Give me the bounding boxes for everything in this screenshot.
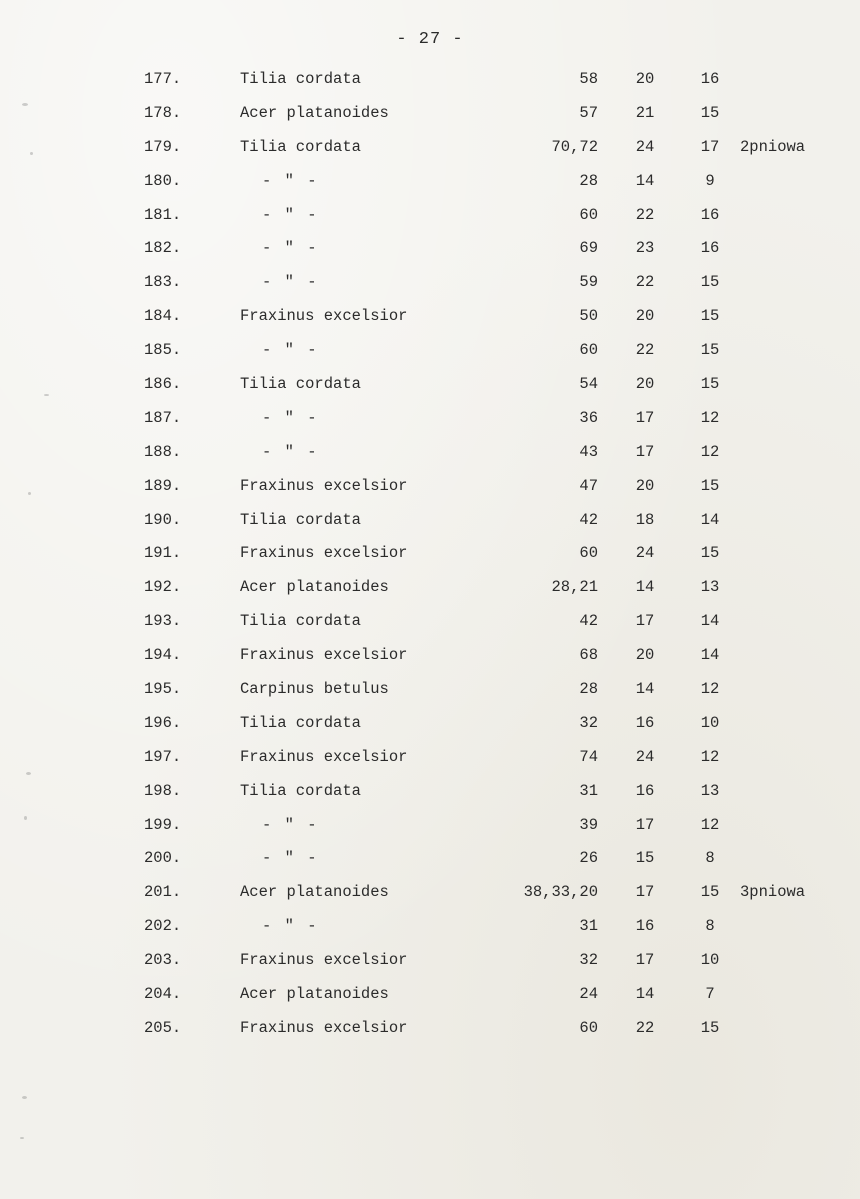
species-name: - " - <box>262 273 319 292</box>
entry-number: 205. <box>144 1018 182 1037</box>
table-row <box>0 337 860 371</box>
table-row <box>0 845 860 879</box>
crown-diameter: 16 <box>700 239 720 258</box>
trunk-circumference: 26 <box>579 849 598 868</box>
crown-diameter: 14 <box>700 510 720 529</box>
entry-number: 186. <box>144 375 182 394</box>
entry-number: 179. <box>144 137 182 156</box>
table-row <box>0 473 860 507</box>
tree-height: 22 <box>635 205 655 224</box>
table-row <box>0 134 860 168</box>
crown-diameter: 8 <box>705 917 715 936</box>
entry-number: 202. <box>144 917 182 936</box>
trunk-circumference: 36 <box>579 408 598 427</box>
tree-height: 20 <box>635 646 655 665</box>
entry-number: 194. <box>144 646 182 665</box>
trunk-circumference: 68 <box>579 646 598 665</box>
trunk-circumference: 60 <box>579 1018 598 1037</box>
trunk-circumference: 47 <box>579 476 598 495</box>
species-name: Tilia cordata <box>240 510 361 529</box>
remark: 2pniowa <box>740 137 806 156</box>
crown-diameter: 12 <box>700 680 720 699</box>
trunk-circumference: 60 <box>579 341 598 360</box>
tree-height: 22 <box>635 273 655 292</box>
tree-height: 17 <box>635 815 655 834</box>
entry-number: 182. <box>144 239 182 258</box>
crown-diameter: 10 <box>700 951 720 970</box>
table-row <box>0 269 860 303</box>
trunk-circumference: 42 <box>579 612 598 631</box>
species-name: Fraxinus excelsior <box>240 307 408 326</box>
page-number: - 27 - <box>396 30 464 49</box>
trunk-circumference: 32 <box>579 713 598 732</box>
trunk-circumference: 31 <box>579 917 598 936</box>
table-row <box>0 1015 860 1049</box>
trunk-circumference: 57 <box>579 103 598 122</box>
crown-diameter: 12 <box>700 442 720 461</box>
tree-height: 14 <box>635 985 655 1004</box>
entry-number: 196. <box>144 713 182 732</box>
crown-diameter: 15 <box>700 544 720 563</box>
crown-diameter: 15 <box>700 883 720 902</box>
scan-speck <box>30 152 33 155</box>
tree-height: 16 <box>635 713 655 732</box>
table-row <box>0 100 860 134</box>
entry-number: 185. <box>144 341 182 360</box>
tree-height: 14 <box>635 171 655 190</box>
trunk-circumference: 74 <box>579 747 598 766</box>
entry-number: 177. <box>144 70 182 88</box>
entry-number: 203. <box>144 951 182 970</box>
tree-height: 22 <box>635 341 655 360</box>
tree-height: 20 <box>635 70 655 88</box>
scan-speck <box>44 394 49 396</box>
entry-number: 198. <box>144 781 182 800</box>
tree-height: 24 <box>635 544 655 563</box>
species-name: Acer platanoides <box>240 985 389 1004</box>
trunk-circumference: 39 <box>579 815 598 834</box>
trunk-circumference: 54 <box>579 375 598 394</box>
crown-diameter: 15 <box>700 307 720 326</box>
entry-number: 195. <box>144 680 182 699</box>
species-name: Fraxinus excelsior <box>240 646 408 665</box>
species-name: - " - <box>262 442 319 461</box>
table-row <box>0 66 860 100</box>
crown-diameter: 14 <box>700 612 720 631</box>
remark: 3pniowa <box>740 883 806 902</box>
species-name: - " - <box>262 341 319 360</box>
trunk-circumference: 69 <box>579 239 598 258</box>
tree-height: 17 <box>635 951 655 970</box>
crown-diameter: 15 <box>700 103 720 122</box>
trunk-circumference: 38,33,20 <box>523 883 598 902</box>
tree-height: 20 <box>635 375 655 394</box>
entry-number: 188. <box>144 442 182 461</box>
trunk-circumference: 70,72 <box>551 137 598 156</box>
tree-height: 24 <box>635 137 655 156</box>
table-row <box>0 608 860 642</box>
scan-speck <box>20 1137 24 1139</box>
tree-height: 14 <box>635 578 655 597</box>
scan-speck <box>24 816 27 820</box>
entry-number: 199. <box>144 815 182 834</box>
tree-height: 16 <box>635 781 655 800</box>
crown-diameter: 14 <box>700 646 720 665</box>
species-name: Fraxinus excelsior <box>240 544 408 563</box>
tree-height: 20 <box>635 476 655 495</box>
species-name: Tilia cordata <box>240 137 361 156</box>
tree-height: 17 <box>635 883 655 902</box>
table-row <box>0 574 860 608</box>
scan-speck <box>26 772 31 775</box>
trunk-circumference: 31 <box>579 781 598 800</box>
crown-diameter: 9 <box>705 171 715 190</box>
crown-diameter: 16 <box>700 70 720 88</box>
scan-speck <box>22 103 28 106</box>
table-row <box>0 303 860 337</box>
entry-number: 180. <box>144 171 182 190</box>
crown-diameter: 15 <box>700 273 720 292</box>
table-row <box>0 371 860 405</box>
crown-diameter: 16 <box>700 205 720 224</box>
tree-height: 17 <box>635 408 655 427</box>
crown-diameter: 15 <box>700 1018 720 1037</box>
table-row <box>0 913 860 947</box>
species-name: - " - <box>262 917 319 936</box>
table-row <box>0 778 860 812</box>
species-name: Fraxinus excelsior <box>240 1018 408 1037</box>
species-name: Tilia cordata <box>240 713 361 732</box>
trunk-circumference: 60 <box>579 205 598 224</box>
entry-number: 187. <box>144 408 182 427</box>
species-name: Acer platanoides <box>240 883 389 902</box>
entry-number: 190. <box>144 510 182 529</box>
trunk-circumference: 60 <box>579 544 598 563</box>
trunk-circumference: 59 <box>579 273 598 292</box>
tree-height: 20 <box>635 307 655 326</box>
tree-height: 17 <box>635 612 655 631</box>
table-row <box>0 981 860 1015</box>
entry-number: 204. <box>144 985 182 1004</box>
entry-number: 183. <box>144 273 182 292</box>
trunk-circumference: 42 <box>579 510 598 529</box>
crown-diameter: 12 <box>700 747 720 766</box>
table-row <box>0 947 860 981</box>
table-row <box>0 202 860 236</box>
species-name: Fraxinus excelsior <box>240 951 408 970</box>
tree-inventory-list <box>0 66 860 1049</box>
crown-diameter: 15 <box>700 476 720 495</box>
trunk-circumference: 50 <box>579 307 598 326</box>
species-name: Fraxinus excelsior <box>240 476 408 495</box>
entry-number: 178. <box>144 103 182 122</box>
table-row <box>0 540 860 574</box>
species-name: Carpinus betulus <box>240 680 389 699</box>
species-name: Tilia cordata <box>240 781 361 800</box>
tree-height: 21 <box>635 103 655 122</box>
table-row <box>0 507 860 541</box>
crown-diameter: 17 <box>700 137 720 156</box>
tree-height: 15 <box>635 849 655 868</box>
scan-speck <box>28 492 31 495</box>
species-name: Fraxinus excelsior <box>240 747 408 766</box>
species-name: Tilia cordata <box>240 612 361 631</box>
species-name: Tilia cordata <box>240 375 361 394</box>
species-name: - " - <box>262 205 319 224</box>
tree-height: 16 <box>635 917 655 936</box>
species-name: Acer platanoides <box>240 103 389 122</box>
species-name: Acer platanoides <box>240 578 389 597</box>
species-name: - " - <box>262 171 319 190</box>
crown-diameter: 12 <box>700 815 720 834</box>
table-row <box>0 676 860 710</box>
trunk-circumference: 28,21 <box>551 578 598 597</box>
entry-number: 184. <box>144 307 182 326</box>
table-row <box>0 439 860 473</box>
crown-diameter: 15 <box>700 341 720 360</box>
trunk-circumference: 58 <box>579 70 598 88</box>
species-name: - " - <box>262 239 319 258</box>
tree-height: 22 <box>635 1018 655 1037</box>
species-name: - " - <box>262 408 319 427</box>
crown-diameter: 15 <box>700 375 720 394</box>
crown-diameter: 12 <box>700 408 720 427</box>
entry-number: 200. <box>144 849 182 868</box>
trunk-circumference: 32 <box>579 951 598 970</box>
tree-height: 17 <box>635 442 655 461</box>
entry-number: 193. <box>144 612 182 631</box>
trunk-circumference: 28 <box>579 680 598 699</box>
species-name: - " - <box>262 815 319 834</box>
table-row <box>0 168 860 202</box>
tree-height: 14 <box>635 680 655 699</box>
entry-number: 189. <box>144 476 182 495</box>
crown-diameter: 13 <box>700 781 720 800</box>
scan-speck <box>22 1096 27 1099</box>
tree-height: 23 <box>635 239 655 258</box>
trunk-circumference: 43 <box>579 442 598 461</box>
table-row <box>0 812 860 846</box>
trunk-circumference: 28 <box>579 171 598 190</box>
entry-number: 192. <box>144 578 182 597</box>
entry-number: 181. <box>144 205 182 224</box>
tree-height: 18 <box>635 510 655 529</box>
crown-diameter: 10 <box>700 713 720 732</box>
species-name: Tilia cordata <box>240 70 361 88</box>
table-row <box>0 235 860 269</box>
crown-diameter: 7 <box>705 985 715 1004</box>
table-row <box>0 744 860 778</box>
table-row <box>0 710 860 744</box>
crown-diameter: 8 <box>705 849 715 868</box>
table-row <box>0 879 860 913</box>
trunk-circumference: 24 <box>579 985 598 1004</box>
entry-number: 191. <box>144 544 182 563</box>
entry-number: 201. <box>144 883 182 902</box>
crown-diameter: 13 <box>700 578 720 597</box>
table-row <box>0 405 860 439</box>
table-row <box>0 642 860 676</box>
tree-height: 24 <box>635 747 655 766</box>
species-name: - " - <box>262 849 319 868</box>
entry-number: 197. <box>144 747 182 766</box>
